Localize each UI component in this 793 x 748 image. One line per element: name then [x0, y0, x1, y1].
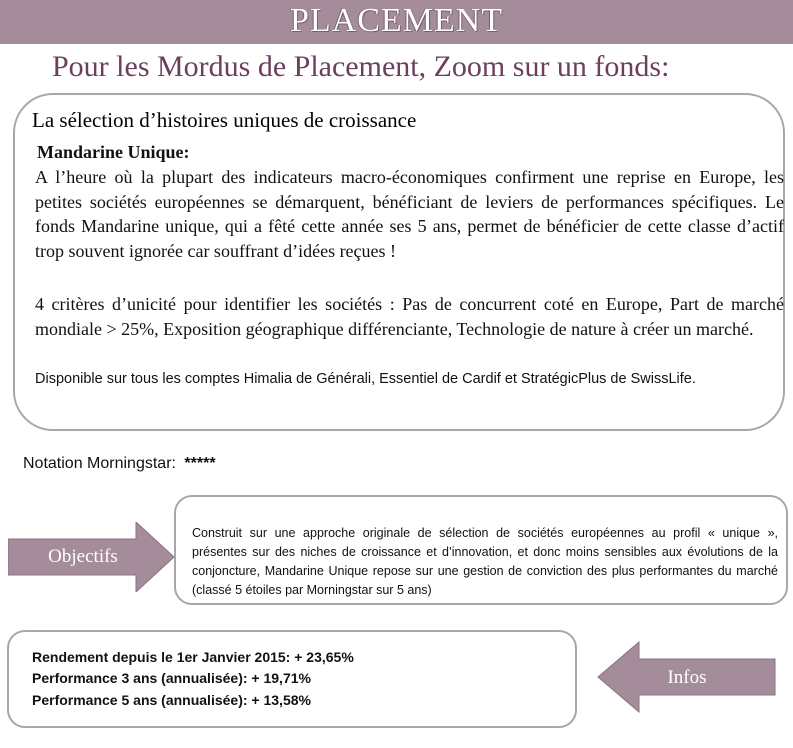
fund-name: Mandarine Unique: [37, 142, 190, 162]
availability-text: Disponible sur tous les comptes Himalia de Générali, Essentiel de Cardif et StratégicPlus de SwissLife. [35, 371, 696, 387]
infos-arrow [597, 641, 777, 713]
description-paragraph-1: A l’heure où la plupart des indicateurs macro-économiques confirment une reprise en Europe, les petites sociétés européennes se démarquent, bénéficiant de leviers de performances spécifiques. Le fonds Mandarine unique, qui a fêté cette année ses 5 ans, permet de bénéficier de cette classe d’actif trop souvent ignorée car souffrant d’idées reçues ! [35, 167, 784, 261]
performance-line-5y: Performance 5 ans (annualisée): + 13,58% [32, 692, 311, 708]
performance-line-3y: Performance 3 ans (annualisée): + 19,71% [32, 670, 311, 686]
page-subtitle: Pour les Mordus de Placement, Zoom sur un fonds: [52, 50, 670, 83]
rating-label: Notation Morningstar: [23, 455, 176, 472]
objectifs-text: Construit sur une approche originale de sélection de sociétés européennes au profil « unique », présentes sur des niches de croissance et d’innovation, et donc moins sensibles aux évolutions de la conjoncture, Mandarine Unique repose sur une gestion de conviction des plus performantes du marché (classé 5 étoiles par Morningstar sur 5 ans) [192, 526, 778, 597]
objectifs-label: Objectifs [48, 546, 118, 567]
rating-stars: ***** [184, 455, 216, 472]
banner-title: PLACEMENT [290, 2, 503, 39]
infos-label: Infos [667, 667, 707, 688]
morningstar-rating [23, 455, 216, 473]
objectifs-arrow [8, 522, 176, 592]
section-title: La sélection d’histoires uniques de croissance [32, 108, 417, 132]
performance-line-ytd: Rendement depuis le 1er Janvier 2015: + 23,65% [32, 649, 354, 665]
description-paragraph-2: 4 critères d’unicité pour identifier les sociétés : Pas de concurrent coté en Europe, Part de marché mondiale > 25%, Exposition géographique différenciante, Technologie de nature à créer un marché. [35, 294, 784, 339]
